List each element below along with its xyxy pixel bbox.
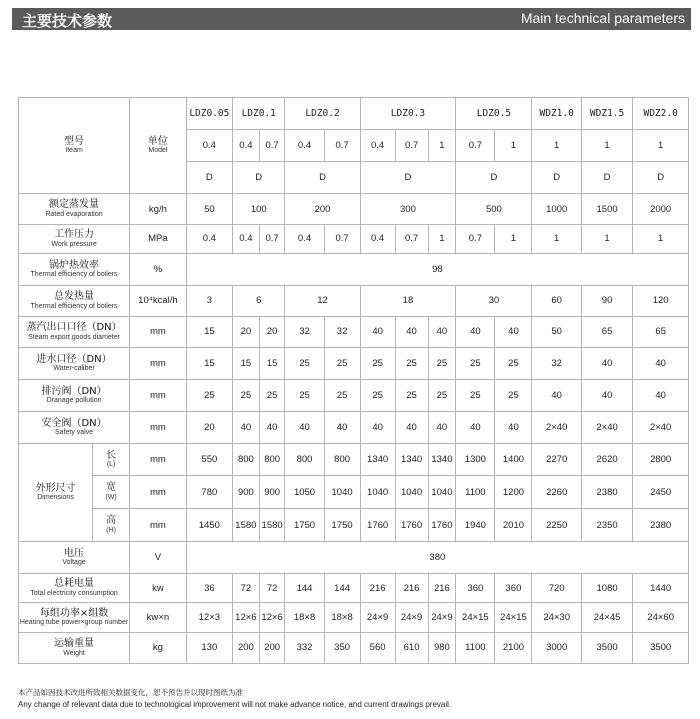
tube-power-value: 24×60 — [633, 603, 689, 633]
model-pressure: 0.7 — [395, 130, 428, 162]
heat-output-value: 18 — [360, 285, 456, 316]
work-pressure-label-chinese: 工作压力 — [54, 229, 95, 241]
dimension-length-value: 2620 — [581, 443, 632, 475]
dimensions-label-english: Dimensions — [37, 494, 74, 502]
dimension-height-value: 1450 — [186, 509, 232, 542]
dimension-length-value: 1340 — [360, 443, 395, 475]
evaporation-value: 100 — [233, 194, 285, 225]
work-pressure-value: 1 — [495, 225, 532, 254]
model-type: D — [360, 162, 456, 194]
evaporation-value: 300 — [360, 194, 456, 225]
dimension-height-value: 1760 — [395, 509, 428, 542]
dimension-width-value: 900 — [233, 475, 260, 508]
voltage-label-english: Voltage — [62, 559, 86, 567]
dimension-length-value: 2800 — [633, 443, 689, 475]
weight-value: 1100 — [456, 632, 495, 663]
tube-power-value: 24×15 — [495, 603, 532, 633]
dimension-height-chinese: 高 — [106, 515, 117, 527]
model-name: LDZ0.5 — [456, 98, 532, 130]
drain-valve-value: 25 — [456, 379, 495, 411]
model-name: LDZ0.1 — [233, 98, 285, 130]
power-value: 216 — [360, 574, 395, 603]
drain-valve-value: 25 — [186, 379, 232, 411]
dimension-width-value: 2450 — [633, 475, 689, 508]
model-pressure: 1 — [633, 130, 689, 162]
heat-output-label-chinese: 总发热量 — [54, 291, 95, 303]
model-name: LDZ0.2 — [285, 98, 360, 130]
safety-valve-unit: mm — [130, 411, 187, 443]
model-pressure: 0.7 — [456, 130, 495, 162]
work-pressure-value: 1 — [581, 225, 632, 254]
dimension-width-value: 1200 — [495, 475, 532, 508]
work-pressure-value: 0.4 — [233, 225, 260, 254]
water-inlet-value: 15 — [233, 347, 260, 379]
dimension-width-english: (W) — [105, 493, 117, 501]
safety-valve-value: 40 — [233, 411, 260, 443]
tube-power-value: 24×30 — [532, 603, 581, 633]
dimension-width-value: 1040 — [324, 475, 360, 508]
dimension-width-value: 1050 — [285, 475, 324, 508]
unit-header-cell — [130, 98, 187, 194]
weight-label-english: Weight — [63, 649, 85, 657]
evaporation-value: 200 — [285, 194, 360, 225]
model-type: D — [581, 162, 632, 194]
row-label-dimensions — [19, 443, 93, 541]
tube-power-value: 12×3 — [186, 603, 232, 633]
heat-output-label-english: Thermal efficiency of boilers — [30, 302, 118, 310]
model-pressure: 0.4 — [186, 130, 232, 162]
evaporation-label-chinese: 额定蒸发量 — [49, 199, 100, 211]
power-value: 72 — [259, 574, 285, 603]
work-pressure-value: 0.4 — [285, 225, 324, 254]
steam-export-label-english: Steam export goods diameter — [28, 333, 120, 341]
water-inlet-value: 25 — [456, 347, 495, 379]
steam-export-value: 20 — [233, 316, 260, 347]
weight-value: 980 — [428, 632, 456, 663]
model-name: LDZ0.3 — [360, 98, 456, 130]
dimension-length-value: 1340 — [395, 443, 428, 475]
model-pressure: 0.4 — [233, 130, 260, 162]
section-header-bar — [12, 8, 691, 30]
model-pressure: 1 — [581, 130, 632, 162]
weight-value: 2100 — [495, 632, 532, 663]
water-inlet-unit: mm — [130, 347, 187, 379]
water-inlet-value: 25 — [324, 347, 360, 379]
dimension-width-value: 1040 — [428, 475, 456, 508]
dimension-width-chinese: 宽 — [106, 482, 117, 494]
work-pressure-value: 0.7 — [259, 225, 285, 254]
dimension-width-value: 2380 — [581, 475, 632, 508]
row-label-efficiency — [19, 253, 130, 285]
power-value: 144 — [324, 574, 360, 603]
work-pressure-value: 0.7 — [395, 225, 428, 254]
steam-export-value: 40 — [360, 316, 395, 347]
evaporation-label-english: Rated evaporation — [45, 210, 103, 218]
model-name: LDZ0.05 — [186, 98, 232, 130]
dimension-height-label — [93, 509, 130, 542]
model-pressure: 1 — [495, 130, 532, 162]
work-pressure-value: 1 — [428, 225, 456, 254]
dimension-height-value: 1940 — [456, 509, 495, 542]
safety-valve-value: 2×40 — [532, 411, 581, 443]
weight-value: 610 — [395, 632, 428, 663]
model-name: WDZ1.5 — [581, 98, 632, 130]
water-inlet-value: 25 — [395, 347, 428, 379]
weight-value: 200 — [233, 632, 260, 663]
heat-output-value: 30 — [456, 285, 532, 316]
dimension-height-value: 1580 — [233, 509, 260, 542]
tube-power-value: 24×45 — [581, 603, 632, 633]
water-inlet-label-english: Water-caliber — [53, 365, 95, 372]
drain-valve-value: 25 — [495, 379, 532, 411]
efficiency-label-chinese: 锅炉热效率 — [49, 259, 100, 271]
row-label-evaporation — [19, 194, 130, 225]
tube-power-value: 12×6 — [259, 603, 285, 633]
dimension-height-value: 2350 — [581, 509, 632, 542]
steam-export-value: 20 — [259, 316, 285, 347]
dimension-length-value: 1400 — [495, 443, 532, 475]
water-inlet-label-chinese: 进水口径（DN） — [36, 353, 112, 365]
steam-export-value: 50 — [532, 316, 581, 347]
power-value: 36 — [186, 574, 232, 603]
drain-valve-value: 25 — [324, 379, 360, 411]
drain-valve-label-chinese: 排污阀（DN） — [41, 385, 107, 397]
model-pressure: 0.7 — [324, 130, 360, 162]
efficiency-unit: % — [130, 253, 187, 285]
power-value: 720 — [532, 574, 581, 603]
power-value: 216 — [428, 574, 456, 603]
safety-valve-value: 2×40 — [581, 411, 632, 443]
steam-export-value: 32 — [324, 316, 360, 347]
row-label-safety-valve — [19, 411, 130, 443]
water-inlet-value: 25 — [428, 347, 456, 379]
evaporation-value: 2000 — [633, 194, 689, 225]
dimension-height-value: 2250 — [532, 509, 581, 542]
row-label-heat-output — [19, 285, 130, 316]
work-pressure-value: 1 — [532, 225, 581, 254]
evaporation-value: 500 — [456, 194, 532, 225]
drain-valve-value: 25 — [360, 379, 395, 411]
row-label-steam-export — [19, 316, 130, 347]
evaporation-value: 50 — [186, 194, 232, 225]
model-header-cell — [19, 98, 130, 194]
model-label-english: Iteam — [65, 147, 83, 155]
dimension-height-value: 2010 — [495, 509, 532, 542]
dimension-length-chinese: 长 — [106, 449, 117, 461]
steam-export-value: 32 — [285, 316, 324, 347]
dimension-length-value: 800 — [324, 443, 360, 475]
weight-label-chinese: 运输重量 — [54, 638, 95, 650]
dimension-height-unit: mm — [130, 509, 187, 542]
dimension-height-value: 1750 — [285, 509, 324, 542]
row-label-voltage — [19, 542, 130, 574]
steam-export-value: 40 — [495, 316, 532, 347]
water-inlet-value: 15 — [186, 347, 232, 379]
water-inlet-value: 32 — [532, 347, 581, 379]
dimension-length-value: 1300 — [456, 443, 495, 475]
safety-valve-value: 40 — [324, 411, 360, 443]
dimension-length-value: 800 — [233, 443, 260, 475]
weight-value: 350 — [324, 632, 360, 663]
heat-output-value: 120 — [633, 285, 689, 316]
drain-valve-value: 40 — [532, 379, 581, 411]
voltage-unit: V — [130, 542, 187, 574]
tube-power-value: 24×9 — [360, 603, 395, 633]
tube-power-value: 18×8 — [324, 603, 360, 633]
safety-valve-value: 20 — [186, 411, 232, 443]
dimension-width-unit: mm — [130, 475, 187, 508]
steam-export-value: 65 — [581, 316, 632, 347]
water-inlet-value: 15 — [259, 347, 285, 379]
tube-power-unit: kw×n — [130, 603, 187, 633]
row-label-weight — [19, 632, 130, 663]
row-label-power — [19, 574, 130, 603]
work-pressure-value: 0.4 — [360, 225, 395, 254]
model-pressure: 0.7 — [259, 130, 285, 162]
drain-valve-unit: mm — [130, 379, 187, 411]
unit-label-english: Model — [148, 147, 168, 155]
safety-valve-value: 40 — [495, 411, 532, 443]
tube-power-label-chinese: 每组功率×组数 — [39, 607, 109, 619]
dimension-length-label — [93, 443, 130, 475]
weight-value: 332 — [285, 632, 324, 663]
weight-value: 560 — [360, 632, 395, 663]
heat-output-value: 6 — [233, 285, 285, 316]
power-unit: kw — [130, 574, 187, 603]
steam-export-label-chinese: 蒸汽出口口径（DN） — [26, 322, 122, 333]
weight-value: 3500 — [633, 632, 689, 663]
steam-export-value: 15 — [186, 316, 232, 347]
model-pressure: 0.4 — [285, 130, 324, 162]
section-title-chinese: 主要技术参数 — [22, 12, 113, 30]
model-name: WDZ1.0 — [532, 98, 581, 130]
dimension-width-value: 1100 — [456, 475, 495, 508]
power-value: 72 — [233, 574, 260, 603]
weight-value: 200 — [259, 632, 285, 663]
dimension-height-value: 1760 — [428, 509, 456, 542]
power-value: 1080 — [581, 574, 632, 603]
tube-power-value: 24×9 — [428, 603, 456, 633]
row-label-water-inlet — [19, 347, 130, 379]
model-type: D — [186, 162, 232, 194]
steam-export-value: 40 — [428, 316, 456, 347]
footer-note-english: Any change of relevant data due to technological improvement will not make advance notice, and current drawings prevail. — [18, 700, 452, 709]
dimension-length-unit: mm — [130, 443, 187, 475]
weight-value: 130 — [186, 632, 232, 663]
work-pressure-value: 0.7 — [456, 225, 495, 254]
safety-valve-value: 40 — [285, 411, 324, 443]
footer-note — [18, 687, 688, 711]
weight-value: 3000 — [532, 632, 581, 663]
heat-output-value: 3 — [186, 285, 232, 316]
heat-output-value: 12 — [285, 285, 360, 316]
power-label-english: Total electricity consumption — [30, 589, 118, 597]
water-inlet-value: 25 — [360, 347, 395, 379]
tube-power-value: 24×9 — [395, 603, 428, 633]
water-inlet-value: 25 — [495, 347, 532, 379]
evaporation-value: 1000 — [532, 194, 581, 225]
tube-power-value: 12×6 — [233, 603, 260, 633]
model-type: D — [456, 162, 532, 194]
drain-valve-value: 25 — [285, 379, 324, 411]
unit-label-chinese: 单位 — [147, 135, 168, 147]
heat-output-unit: 10⁴kcal/h — [130, 285, 187, 316]
steam-export-value: 40 — [456, 316, 495, 347]
safety-valve-value: 40 — [456, 411, 495, 443]
safety-valve-value: 40 — [428, 411, 456, 443]
row-label-work-pressure — [19, 225, 130, 254]
dimension-height-value: 1580 — [259, 509, 285, 542]
weight-unit: kg — [130, 632, 187, 663]
tube-power-label-english: Heating tube power×group number — [19, 619, 129, 627]
safety-valve-label-chinese: 安全阀（DN） — [41, 417, 107, 429]
evaporation-value: 1500 — [581, 194, 632, 225]
dimension-length-value: 1340 — [428, 443, 456, 475]
drain-valve-value: 25 — [395, 379, 428, 411]
evaporation-unit: kg/h — [130, 194, 187, 225]
heat-output-value: 60 — [532, 285, 581, 316]
work-pressure-value: 0.7 — [324, 225, 360, 254]
model-type: D — [285, 162, 360, 194]
water-inlet-value: 40 — [581, 347, 632, 379]
voltage-label-chinese: 电压 — [64, 547, 85, 559]
water-inlet-value: 25 — [285, 347, 324, 379]
power-value: 1440 — [633, 574, 689, 603]
power-label-chinese: 总耗电量 — [54, 578, 95, 590]
heat-output-value: 90 — [581, 285, 632, 316]
dimension-height-english: (H) — [106, 526, 116, 534]
tube-power-value: 18×8 — [285, 603, 324, 633]
drain-valve-value: 40 — [581, 379, 632, 411]
work-pressure-value: 0.4 — [186, 225, 232, 254]
drain-valve-value: 40 — [633, 379, 689, 411]
safety-valve-value: 40 — [360, 411, 395, 443]
steam-export-unit: mm — [130, 316, 187, 347]
dimension-width-value: 780 — [186, 475, 232, 508]
safety-valve-label-english: Safety valve — [54, 429, 94, 437]
drain-valve-value: 25 — [233, 379, 260, 411]
model-pressure: 1 — [532, 130, 581, 162]
model-pressure: 1 — [428, 130, 456, 162]
power-value: 144 — [285, 574, 324, 603]
drain-valve-value: 25 — [428, 379, 456, 411]
drain-valve-value: 25 — [259, 379, 285, 411]
model-name: WDZ2.0 — [633, 98, 689, 130]
work-pressure-label-english: Work pressure — [51, 240, 97, 248]
power-value: 360 — [495, 574, 532, 603]
dimension-length-value: 800 — [285, 443, 324, 475]
dimension-width-value: 2260 — [532, 475, 581, 508]
weight-value: 3500 — [581, 632, 632, 663]
dimension-height-value: 2380 — [633, 509, 689, 542]
power-value: 216 — [395, 574, 428, 603]
steam-export-value: 40 — [395, 316, 428, 347]
dimension-height-value: 1760 — [360, 509, 395, 542]
dimension-length-value: 550 — [186, 443, 232, 475]
safety-valve-value: 40 — [395, 411, 428, 443]
safety-valve-value: 40 — [259, 411, 285, 443]
efficiency-label-english: Thermal efficiency of boilers — [30, 271, 118, 279]
dimension-width-value: 1040 — [395, 475, 428, 508]
row-label-drain-valve — [19, 379, 130, 411]
model-type: D — [633, 162, 689, 194]
dimensions-label-chinese: 外形尺寸 — [35, 482, 76, 494]
dimension-width-value: 900 — [259, 475, 285, 508]
tube-power-value: 24×15 — [456, 603, 495, 633]
model-label-chinese: 型号 — [64, 135, 85, 147]
dimension-width-label — [93, 475, 130, 508]
steam-export-value: 65 — [633, 316, 689, 347]
model-pressure: 0.4 — [360, 130, 395, 162]
dimension-height-value: 1750 — [324, 509, 360, 542]
drain-valve-label-english: Dranage pollution — [46, 397, 102, 405]
dimension-length-english: (L) — [106, 461, 116, 469]
row-label-tube-power — [19, 603, 130, 633]
safety-valve-value: 2×40 — [633, 411, 689, 443]
footer-note-chinese: 本产品如因技术改进所致相关数据变化，恕不预告并以现时图纸为准 — [18, 688, 243, 697]
dimension-length-value: 2270 — [532, 443, 581, 475]
work-pressure-value: 1 — [633, 225, 689, 254]
section-title-english: Main technical parameters — [520, 10, 685, 26]
efficiency-value: 98 — [186, 253, 688, 285]
model-type: D — [532, 162, 581, 194]
technical-parameters-table — [18, 97, 689, 664]
model-type: D — [233, 162, 285, 194]
power-value: 360 — [456, 574, 495, 603]
voltage-value: 380 — [186, 542, 688, 574]
work-pressure-unit: MPa — [130, 225, 187, 254]
dimension-width-value: 1040 — [360, 475, 395, 508]
water-inlet-value: 40 — [633, 347, 689, 379]
dimension-length-value: 800 — [259, 443, 285, 475]
